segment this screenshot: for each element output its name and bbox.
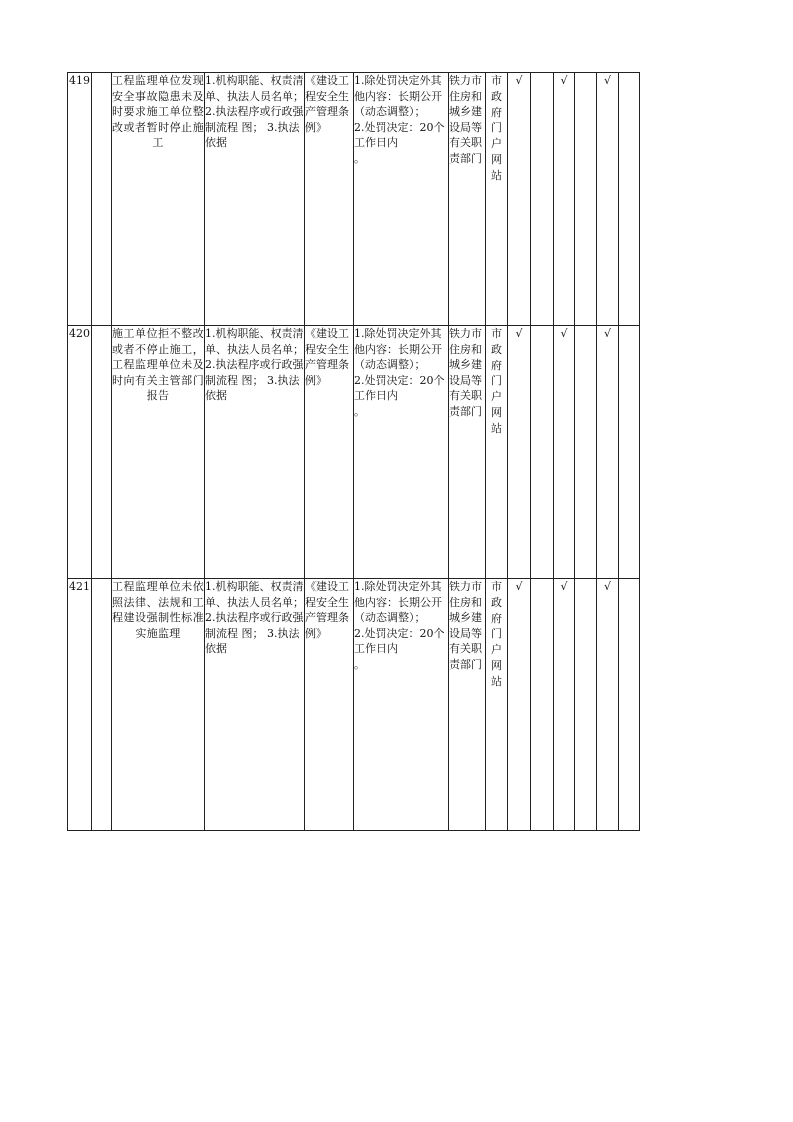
department-cell bbox=[449, 579, 486, 831]
item-name-cell bbox=[112, 73, 205, 326]
row-number: 420 bbox=[68, 326, 92, 579]
row-number: 419 bbox=[68, 73, 92, 326]
item-name-cell bbox=[112, 326, 205, 579]
check-cell-2 bbox=[531, 326, 554, 579]
check-cell-4 bbox=[575, 73, 597, 326]
table-row bbox=[68, 579, 640, 831]
channel-cell-text: 市政府门户网站 bbox=[491, 327, 502, 435]
channel-cell-text: 市政府门户网站 bbox=[491, 580, 502, 688]
department-cell bbox=[449, 326, 486, 579]
channel-cell bbox=[486, 73, 508, 326]
check-cell-2 bbox=[531, 579, 554, 831]
check-cell-3: √ bbox=[554, 326, 575, 579]
item-name-cell-text: 工程监理单位未依照法律、法规和工程建设强制性标准实施监理 bbox=[112, 580, 204, 640]
check-cell-4 bbox=[575, 579, 597, 831]
check-cell-1: √ bbox=[508, 326, 531, 579]
time-limit-cell-text: 1.除处罚决定外其他内容：长期公开 （动态调整）； 2.处罚决定：20个工作日内 。 bbox=[354, 74, 445, 165]
check-cell-5: √ bbox=[597, 579, 619, 831]
time-limit-cell-text: 1.除处罚决定外其他内容：长期公开 （动态调整）； 2.处罚决定：20个工作日内 。 bbox=[354, 580, 445, 671]
basis-cell-text: 《建设工程安全生产管理条例》 bbox=[305, 327, 349, 387]
disclosure-table bbox=[67, 72, 640, 831]
check-cell-1: √ bbox=[508, 73, 531, 326]
check-cell-6 bbox=[619, 326, 640, 579]
time-limit-cell bbox=[354, 73, 449, 326]
basis-cell bbox=[305, 579, 354, 831]
department-cell-text: 铁力市住房和城乡建设局等有关职责部门 bbox=[449, 580, 482, 671]
check-cell-6 bbox=[619, 579, 640, 831]
table-row bbox=[68, 326, 640, 579]
check-cell-3: √ bbox=[554, 73, 575, 326]
basis-cell bbox=[305, 73, 354, 326]
time-limit-cell-text: 1.除处罚决定外其他内容：长期公开 （动态调整）； 2.处罚决定：20个工作日内 。 bbox=[354, 327, 445, 418]
check-cell-1: √ bbox=[508, 579, 531, 831]
basis-cell-text: 《建设工程安全生产管理条例》 bbox=[305, 74, 349, 134]
channel-cell bbox=[486, 326, 508, 579]
spacer-cell bbox=[92, 579, 112, 831]
time-limit-cell bbox=[354, 326, 449, 579]
check-cell-5: √ bbox=[597, 326, 619, 579]
time-limit-cell bbox=[354, 579, 449, 831]
content-cell-text: 1.机构职能、权责清单、执法人员名单； 2.执法程序或行政强制流程 图； 3.执法依据 bbox=[205, 580, 304, 655]
channel-cell bbox=[486, 579, 508, 831]
table-row bbox=[68, 73, 640, 326]
content-cell-text: 1.机构职能、权责清单、执法人员名单； 2.执法程序或行政强制流程 图； 3.执法依据 bbox=[205, 74, 304, 149]
content-cell-text: 1.机构职能、权责清单、执法人员名单； 2.执法程序或行政强制流程 图； 3.执法依据 bbox=[205, 327, 304, 402]
basis-cell-text: 《建设工程安全生产管理条例》 bbox=[305, 580, 349, 640]
basis-cell bbox=[305, 326, 354, 579]
item-name-cell bbox=[112, 579, 205, 831]
spacer-cell bbox=[92, 326, 112, 579]
check-cell-5: √ bbox=[597, 73, 619, 326]
check-cell-4 bbox=[575, 326, 597, 579]
item-name-cell-text: 施工单位拒不整改或者不停止施工，工程监理单位未及时向有关主管部门报告 bbox=[112, 327, 204, 402]
check-cell-2 bbox=[531, 73, 554, 326]
content-cell bbox=[205, 579, 305, 831]
check-cell-6 bbox=[619, 73, 640, 326]
item-name-cell-text: 工程监理单位发现安全事故隐患未及时要求施工单位整改或者暂时停止施工 bbox=[112, 74, 204, 149]
channel-cell-text: 市政府门户网站 bbox=[491, 74, 502, 182]
content-cell bbox=[205, 326, 305, 579]
department-cell-text: 铁力市住房和城乡建设局等有关职责部门 bbox=[449, 74, 482, 165]
row-number: 421 bbox=[68, 579, 92, 831]
department-cell bbox=[449, 73, 486, 326]
check-cell-3: √ bbox=[554, 579, 575, 831]
department-cell-text: 铁力市住房和城乡建设局等有关职责部门 bbox=[449, 327, 482, 418]
content-cell bbox=[205, 73, 305, 326]
spacer-cell bbox=[92, 73, 112, 326]
